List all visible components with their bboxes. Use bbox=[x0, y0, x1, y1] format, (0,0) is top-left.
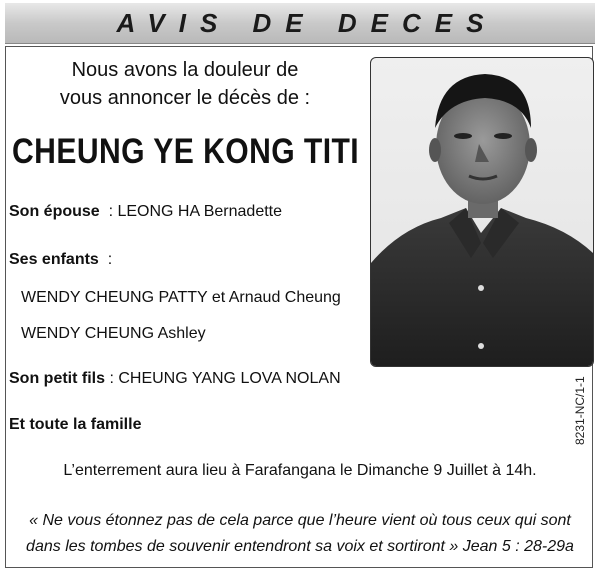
intro-line-2: vous annoncer le décès de : bbox=[59, 87, 311, 109]
deceased-name: CHEUNG YE KONG TITI bbox=[12, 132, 360, 171]
grandchild-sep: : bbox=[105, 370, 119, 387]
grandchild-row bbox=[9, 370, 341, 388]
portrait-illustration bbox=[371, 58, 593, 366]
family-row bbox=[9, 416, 141, 434]
spouse-row bbox=[9, 203, 282, 221]
intro-text bbox=[30, 56, 340, 112]
header-banner bbox=[5, 3, 595, 44]
portrait-photo bbox=[370, 57, 594, 367]
quote-line-2: dans les tombes de souvenir entendront sa voix et sortiront » Jean 5 : 28-29a bbox=[26, 538, 574, 555]
grandchild-label: Son petit fils bbox=[9, 370, 105, 387]
burial-announcement: L’enterrement aura lieu à Farafangana le Dimanche 9 Juillet à 14h. bbox=[63, 462, 537, 479]
spouse-label: Son épouse bbox=[9, 203, 100, 220]
spouse-sep: : bbox=[99, 203, 118, 220]
children-sep: : bbox=[98, 251, 113, 268]
children-label: Ses enfants bbox=[9, 251, 99, 268]
intro-line-1: Nous avons la douleur de bbox=[71, 59, 299, 81]
quote-line-1: « Ne vous étonnez pas de cela parce que l’heure vient où tous ceux qui sont bbox=[29, 512, 571, 529]
child-item: WENDY CHEUNG PATTY et Arnaud Cheung bbox=[21, 289, 341, 306]
grandchild-value: CHEUNG YANG LOVA NOLAN bbox=[118, 370, 341, 387]
header-title: AVIS DE DECES bbox=[116, 7, 498, 38]
family-label: Et toute la famille bbox=[9, 416, 142, 433]
reference-code: 8231-NC/1-1 bbox=[573, 376, 587, 445]
bible-quote bbox=[0, 508, 600, 560]
child-item: WENDY CHEUNG Ashley bbox=[21, 325, 206, 342]
children-row bbox=[9, 251, 112, 269]
spouse-value: LEONG HA Bernadette bbox=[117, 203, 282, 220]
